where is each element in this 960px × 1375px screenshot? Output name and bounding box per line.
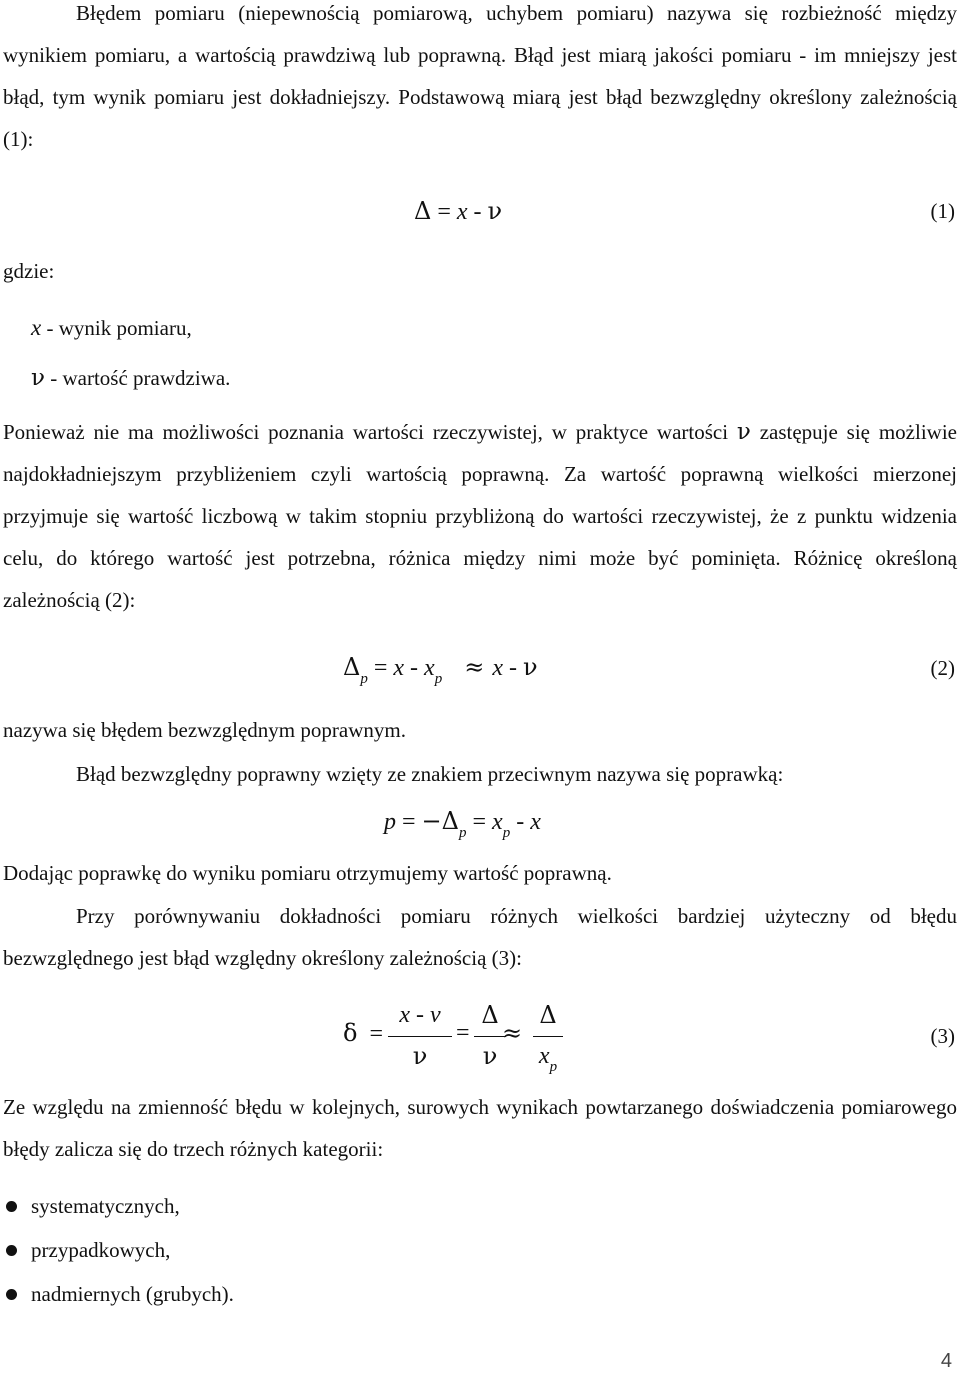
bullet-icon (6, 1289, 17, 1300)
delta-small-symbol (343, 1016, 383, 1051)
page-number: 4 (940, 1350, 952, 1372)
minus-sign: − (421, 807, 442, 835)
paragraph-text: Ponieważ nie ma możliwości poznania wartości rzeczywistej, w praktyce wartości (3, 420, 737, 444)
x-variable: x (530, 809, 541, 835)
equals-sign: = (466, 809, 493, 835)
subscript-p: p (549, 1059, 558, 1075)
definition-x (31, 313, 192, 343)
gdzie-label: gdzie: (3, 259, 55, 283)
delta-small: δ (343, 1019, 358, 1047)
definition-text: - wartość prawdziwa. (44, 366, 231, 390)
subscript-p: p (434, 671, 443, 687)
minus-sign: - (467, 199, 488, 225)
approx-symbol: ≈ (464, 653, 485, 681)
nu-symbol: ν (736, 419, 751, 445)
numerator: Δ (481, 1001, 499, 1029)
subscript-p: p (502, 825, 511, 841)
fraction-bar (388, 1036, 452, 1037)
equation-3-number: (3) (930, 1024, 955, 1048)
intro-paragraph: Błędem pomiaru (niepewnością pomiarową, uchybem pomiaru) nazywa się rozbieżność między wynikiem pomiaru, a wartością prawdziwą lub poprawną. Błąd jest miarą jakości pomiaru - im mniejszy jest błąd, tym wynik pomiaru jest dokładniejszy. Podstawową miarą jest błąd bezwzględny określony zależnością (1): (3, 1, 957, 151)
equation-1 (414, 194, 502, 229)
denominator: ν (482, 1042, 498, 1070)
equation-2 (343, 650, 538, 688)
x-variable: x (424, 655, 435, 681)
bullet-icon (6, 1245, 17, 1256)
delta-symbol: Δ (441, 807, 459, 835)
list-item: nadmiernych (grubych). (31, 1282, 234, 1306)
definition-text: - wynik pomiaru, (41, 316, 192, 340)
equation-1-number: (1) (930, 199, 955, 223)
equation-correction (384, 804, 541, 842)
equals-sign: = (369, 1021, 383, 1047)
denominator (533, 1041, 563, 1074)
minus-sign: - (510, 809, 531, 835)
numerator-text: x - ν (399, 1002, 441, 1028)
fraction-3 (533, 1000, 563, 1074)
paragraph-correct-value (3, 411, 957, 621)
approx-symbol: ≈ (502, 1019, 523, 1047)
equals-sign-2: = (456, 1020, 470, 1046)
numerator (388, 1000, 452, 1030)
x-variable: x (393, 655, 405, 681)
paragraph-absolute-error: nazywa się błędem bezwzględnym poprawnym. (3, 718, 406, 742)
subscript-p: p (459, 825, 467, 841)
bullet-icon (6, 1201, 17, 1212)
delta-symbol: Δ (343, 653, 361, 681)
paragraph-relative-error: Przy porównywaniu dokładności pomiaru różnych wielkości bardziej użyteczny od błędu bezwzględnego jest błąd względny określony zależnością (3): (3, 904, 957, 970)
definition-nu (31, 363, 230, 393)
nu-symbol: ν (487, 197, 503, 225)
equals-sign: = (431, 199, 457, 225)
x-variable: x (538, 1043, 550, 1069)
equation-2-number: (2) (930, 656, 955, 680)
delta-symbol: Δ (414, 197, 432, 225)
x-variable: x (456, 199, 468, 225)
equals-sign: = (396, 809, 422, 835)
numerator: Δ (539, 1001, 557, 1029)
equals-sign: = (367, 655, 394, 681)
fraction-bar (533, 1036, 563, 1037)
x-variable: x (492, 809, 503, 835)
nu-symbol: ν (31, 365, 45, 391)
x-variable: x (31, 315, 42, 340)
subscript-p: p (360, 671, 368, 687)
paragraph-text: zastępuje się możliwie najdokładniejszym przybliżeniem czyli wartością poprawną. Za wartość poprawną wielkości mierzonej przyjmuje się wartość liczbową w takim stopniu przybliżoną do wartości rzeczywistej, że z punktu widzenia celu, do którego wartość jest potrzebna, różnica między nimi może być pominięta. Różnicę określoną zależnością (2): (3, 420, 957, 612)
x-variable: x (492, 655, 503, 681)
nu-symbol: ν (522, 653, 538, 681)
paragraph-correction: Błąd bezwzględny poprawny wzięty ze znakiem przeciwnym nazywa się poprawką: (76, 762, 784, 786)
p-variable: p (384, 809, 396, 835)
list-item: przypadkowych, (31, 1238, 171, 1262)
list-item: systematycznych, (31, 1194, 180, 1218)
minus-sign: - (502, 655, 523, 681)
minus-sign: - (404, 655, 425, 681)
fraction-1 (388, 1000, 452, 1071)
denominator: ν (412, 1042, 428, 1070)
paragraph-adding-correction: Dodając poprawkę do wyniku pomiaru otrzymujemy wartość poprawną. (3, 861, 612, 885)
paragraph-categories: Ze względu na zmienność błędu w kolejnych, surowych wynikach powtarzanego doświadczenia pomiarowego błędy zalicza się do trzech różnych kategorii: (3, 1095, 957, 1161)
